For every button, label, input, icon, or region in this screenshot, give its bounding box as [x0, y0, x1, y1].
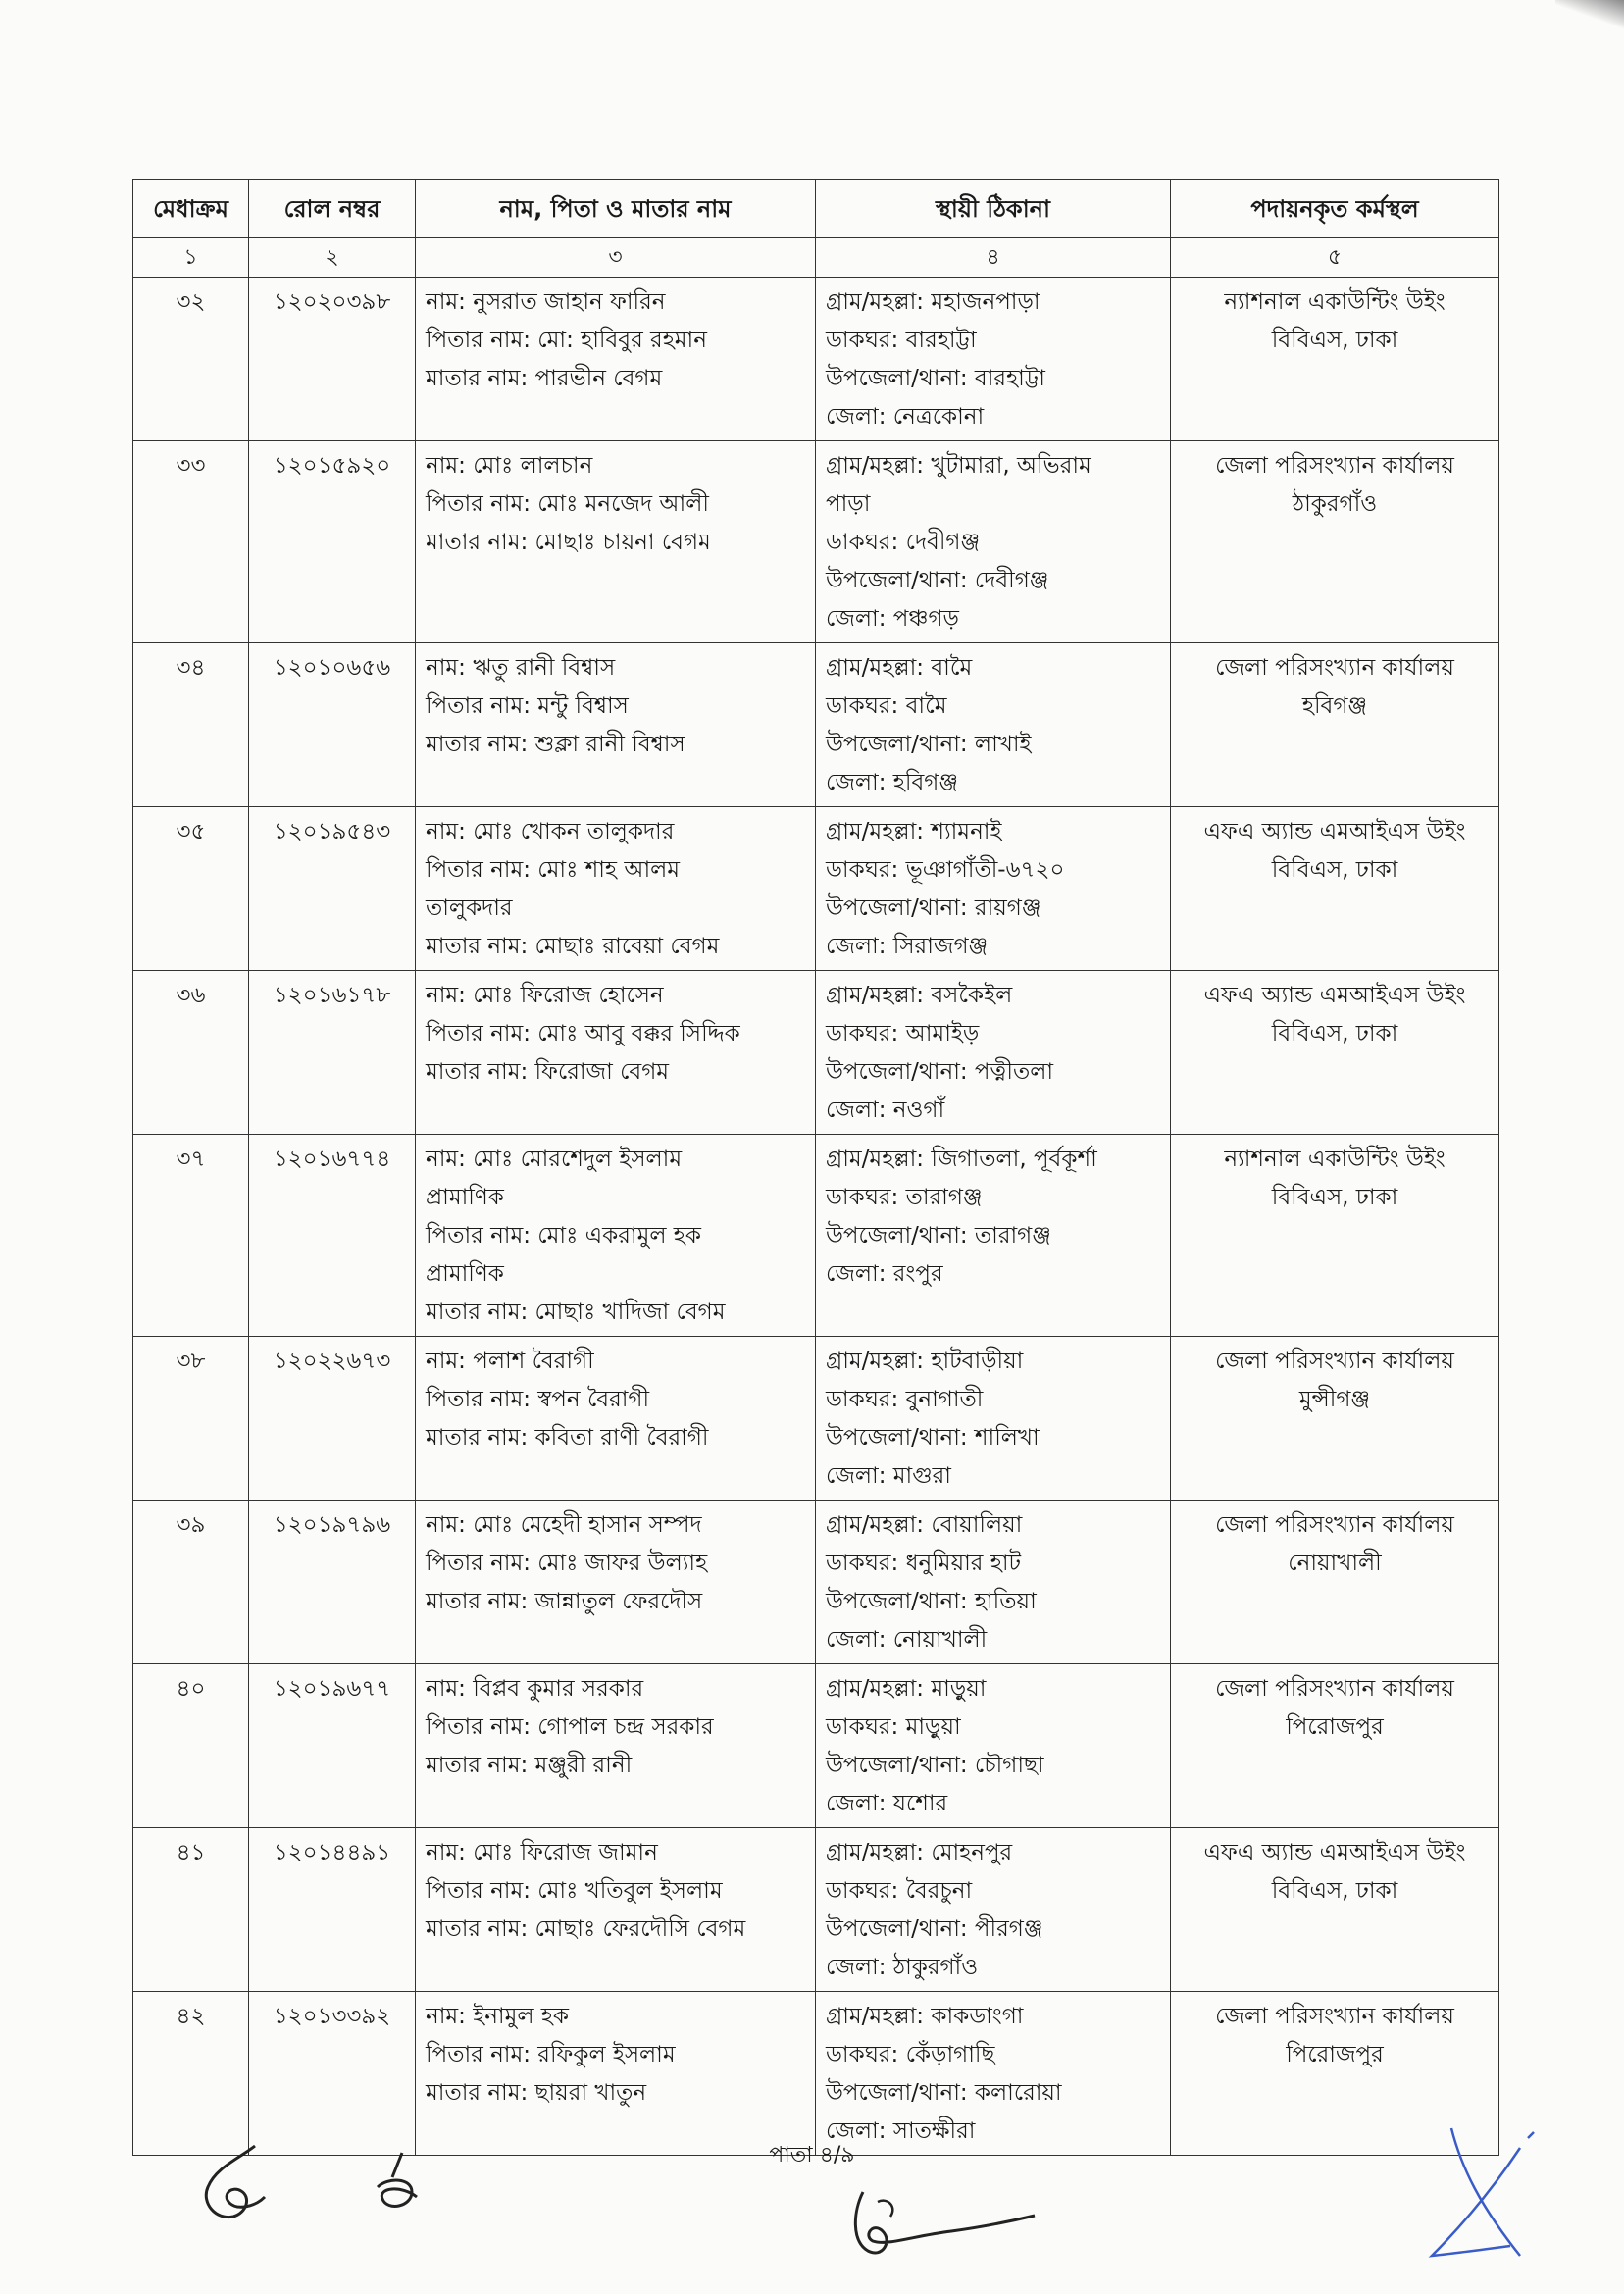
- column-number: ৪: [816, 238, 1171, 278]
- table-row: [133, 1337, 1499, 1501]
- address-line: ডাকঘর: ধনুমিয়ার হাট: [826, 1551, 1022, 1576]
- roll-number-cell: ১২০১৯৬৭৭: [249, 1664, 416, 1828]
- person-line: মাতার নাম: কবিতা রাণী বৈরাগী: [426, 1425, 709, 1451]
- address-line: ডাকঘর: মাড়ুয়া: [826, 1714, 961, 1740]
- roll-number-cell: ১২০২২৬৭৩: [249, 1337, 416, 1501]
- person-line: মাতার নাম: ছায়রা খাতুন: [426, 2080, 647, 2106]
- address-line: ডাকঘর: দেবীগঞ্জ: [826, 530, 981, 555]
- address-line: উপজেলা/থানা: তারাগঞ্জ: [826, 1223, 1051, 1249]
- workplace-line: পিরোজপুর: [1286, 2042, 1384, 2067]
- person-line: নাম: ইনামুল হক: [426, 2004, 569, 2029]
- address-line: জেলা: নেত্রকোনা: [826, 404, 985, 430]
- workplace-cell: [1171, 971, 1499, 1135]
- merit-serial-cell: ৩২: [133, 278, 249, 441]
- person-line: মাতার নাম: মোছাঃ চায়না বেগম: [426, 530, 711, 555]
- person-cell: [416, 1828, 816, 1992]
- person-line: পিতার নাম: মোঃ জাফর উল্যাহ: [426, 1551, 708, 1576]
- workplace-line: এফএ অ্যান্ড এমআইএস উইং: [1203, 819, 1466, 844]
- person-line: মাতার নাম: শুক্লা রানী বিশ্বাস: [426, 732, 685, 757]
- address-cell: [816, 1664, 1171, 1828]
- table-row: [133, 1135, 1499, 1337]
- person-cell: [416, 278, 816, 441]
- address-line: উপজেলা/থানা: লাখাই: [826, 732, 1032, 757]
- address-line: উপজেলা/থানা: রায়গঞ্জ: [826, 895, 1041, 921]
- address-line: পাড়া: [826, 491, 871, 517]
- workplace-line: এফএ অ্যান্ড এমআইএস উইং: [1203, 983, 1466, 1008]
- address-line: ডাকঘর: তারাগঞ্জ: [826, 1185, 983, 1210]
- column-number: ২: [249, 238, 416, 278]
- table-row: [133, 1992, 1499, 2156]
- workplace-line: মুন্সীগঞ্জ: [1298, 1387, 1371, 1412]
- address-line: উপজেলা/থানা: কলারোয়া: [826, 2080, 1062, 2106]
- workplace-line: ন্যাশনাল একাউন্টিং উইং: [1224, 1147, 1446, 1172]
- workplace-line: জেলা পরিসংখ্যান কার্যালয়: [1215, 453, 1454, 479]
- merit-serial-cell: ৪০: [133, 1664, 249, 1828]
- workplace-line: জেলা পরিসংখ্যান কার্যালয়: [1215, 1512, 1454, 1538]
- address-line: জেলা: হবিগঞ্জ: [826, 770, 958, 795]
- table-body: [133, 278, 1499, 2156]
- address-line: জেলা: নওগাঁ: [826, 1097, 945, 1123]
- roll-number-cell: ১২০১৬৭৭৪: [249, 1135, 416, 1337]
- address-cell: [816, 1337, 1171, 1501]
- workplace-cell: [1171, 1135, 1499, 1337]
- table-row: [133, 1828, 1499, 1992]
- workplace-cell: [1171, 1664, 1499, 1828]
- page-corner-shadow: [1555, 0, 1624, 49]
- person-line: নাম: মোঃ মেহেদী হাসান সম্পদ: [426, 1512, 702, 1538]
- person-cell: [416, 807, 816, 971]
- person-line: পিতার নাম: মোঃ একরামুল হক: [426, 1223, 701, 1249]
- roll-number-cell: ১২০১৪৪৯১: [249, 1828, 416, 1992]
- address-line: জেলা: সিরাজগঞ্জ: [826, 934, 989, 959]
- address-cell: [816, 971, 1171, 1135]
- address-line: উপজেলা/থানা: পত্নীতলা: [826, 1059, 1054, 1085]
- column-number: ৩: [416, 238, 816, 278]
- person-line: পিতার নাম: মোঃ খতিবুল ইসলাম: [426, 1878, 723, 1904]
- merit-serial-cell: ৪২: [133, 1992, 249, 2156]
- address-line: জেলা: ঠাকুরগাঁও: [826, 1955, 979, 1980]
- signature-center-icon: [843, 2182, 1040, 2270]
- table-row: [133, 441, 1499, 643]
- person-line: নাম: বিপ্লব কুমার সরকার: [426, 1676, 644, 1702]
- address-line: উপজেলা/থানা: হাতিয়া: [826, 1589, 1037, 1614]
- address-line: উপজেলা/থানা: চৌগাছা: [826, 1753, 1044, 1778]
- address-line: জেলা: রংপুর: [826, 1261, 943, 1287]
- person-line: তালুকদার: [426, 895, 513, 921]
- roll-number-cell: ১২০১৯৭৯৬: [249, 1501, 416, 1664]
- workplace-cell: [1171, 643, 1499, 807]
- person-line: নাম: ঋতু রানী বিশ্বাস: [426, 655, 616, 681]
- column-number-row: [133, 238, 1499, 278]
- address-line: ডাকঘর: বামৈ: [826, 693, 947, 719]
- address-line: গ্রাম/মহল্লা: মোহনপুর: [826, 1840, 1013, 1865]
- person-line: মাতার নাম: মোছাঃ ফেরদৌসি বেগম: [426, 1916, 746, 1942]
- address-cell: [816, 1992, 1171, 2156]
- posting-table-container: [132, 179, 1498, 2156]
- workplace-line: বিবিএস, ঢাকা: [1271, 1021, 1398, 1046]
- posting-table: [132, 179, 1499, 2156]
- person-line: প্রামাণিক: [426, 1185, 504, 1210]
- table-row: [133, 1501, 1499, 1664]
- address-line: গ্রাম/মহল্লা: জিগাতলা, পূর্বকূর্শা: [826, 1147, 1097, 1172]
- person-cell: [416, 971, 816, 1135]
- header-name-parents: নাম, পিতা ও মাতার নাম: [416, 180, 816, 238]
- workplace-cell: [1171, 1337, 1499, 1501]
- address-line: গ্রাম/মহল্লা: হাটবাড়ীয়া: [826, 1349, 1024, 1374]
- address-line: জেলা: পঞ্চগড়: [826, 606, 959, 632]
- person-line: মাতার নাম: মোছাঃ খাদিজা বেগম: [426, 1300, 726, 1325]
- address-line: জেলা: যশোর: [826, 1791, 948, 1816]
- column-number: ৫: [1171, 238, 1499, 278]
- address-line: ডাকঘর: বুনাগাতী: [826, 1387, 984, 1412]
- address-cell: [816, 278, 1171, 441]
- person-line: নাম: মোঃ ফিরোজ জামান: [426, 1840, 658, 1865]
- address-line: উপজেলা/থানা: শালিখা: [826, 1425, 1040, 1451]
- roll-number-cell: ১২০১৬১৭৮: [249, 971, 416, 1135]
- workplace-cell: [1171, 807, 1499, 971]
- address-line: ডাকঘর: আমাইড়: [826, 1021, 980, 1046]
- merit-serial-cell: ৩৬: [133, 971, 249, 1135]
- workplace-line: পিরোজপুর: [1286, 1714, 1384, 1740]
- roll-number-cell: ১২০১৩৩৯২: [249, 1992, 416, 2156]
- address-cell: [816, 441, 1171, 643]
- table-header-row: [133, 180, 1499, 238]
- workplace-line: ঠাকুরগাঁও: [1292, 491, 1378, 517]
- address-line: উপজেলা/থানা: দেবীগঞ্জ: [826, 568, 1049, 593]
- workplace-line: বিবিএস, ঢাকা: [1271, 857, 1398, 883]
- table-row: [133, 971, 1499, 1135]
- workplace-cell: [1171, 1501, 1499, 1664]
- address-line: গ্রাম/মহল্লা: শ্যামনাই: [826, 819, 1002, 844]
- address-line: গ্রাম/মহল্লা: কাকডাংগা: [826, 2004, 1024, 2029]
- person-line: পিতার নাম: মোঃ মনজেদ আলী: [426, 491, 709, 517]
- address-line: গ্রাম/মহল্লা: বসকৈইল: [826, 983, 1013, 1008]
- roll-number-cell: ১২০১০৬৫৬: [249, 643, 416, 807]
- person-cell: [416, 1992, 816, 2156]
- address-line: ডাকঘর: বৈরচুনা: [826, 1878, 973, 1904]
- address-line: গ্রাম/মহল্লা: বামৈ: [826, 655, 973, 681]
- address-cell: [816, 1501, 1171, 1664]
- workplace-line: বিবিএস, ঢাকা: [1271, 1878, 1398, 1904]
- workplace-line: বিবিএস, ঢাকা: [1271, 328, 1398, 353]
- person-line: পিতার নাম: রফিকুল ইসলাম: [426, 2042, 676, 2067]
- workplace-line: জেলা পরিসংখ্যান কার্যালয়: [1215, 2004, 1454, 2029]
- workplace-line: জেলা পরিসংখ্যান কার্যালয়: [1215, 1676, 1454, 1702]
- person-line: নাম: পলাশ বৈরাগী: [426, 1349, 594, 1374]
- person-line: মাতার নাম: মোছাঃ রাবেয়া বেগম: [426, 934, 720, 959]
- address-cell: [816, 1135, 1171, 1337]
- roll-number-cell: ১২০১৫৯২০: [249, 441, 416, 643]
- person-line: মাতার নাম: পারভীন বেগম: [426, 366, 663, 391]
- merit-serial-cell: ৪১: [133, 1828, 249, 1992]
- person-line: নাম: মোঃ খোকন তালুকদার: [426, 819, 675, 844]
- address-line: ডাকঘর: ভূঞাগাঁতী-৬৭২০: [826, 857, 1065, 883]
- table-row: [133, 1664, 1499, 1828]
- address-line: ডাকঘর: কেঁড়াগাছি: [826, 2042, 995, 2067]
- address-line: গ্রাম/মহল্লা: বোয়ালিয়া: [826, 1512, 1023, 1538]
- person-line: পিতার নাম: মোঃ শাহ আলম: [426, 857, 681, 883]
- page-number: পাতা ৪/৯: [769, 2143, 855, 2167]
- person-line: মাতার নাম: মঞ্জুরী রানী: [426, 1753, 633, 1778]
- person-line: নাম: নুসরাত জাহান ফারিন: [426, 289, 666, 315]
- person-line: মাতার নাম: জান্নাতুল ফেরদৌস: [426, 1589, 703, 1614]
- address-line: জেলা: নোয়াখালী: [826, 1627, 988, 1653]
- address-line: গ্রাম/মহল্লা: মহাজনপাড়া: [826, 289, 1040, 315]
- workplace-line: ন্যাশনাল একাউন্টিং উইং: [1224, 289, 1446, 315]
- address-line: ডাকঘর: বারহাট্টা: [826, 328, 977, 353]
- workplace-cell: [1171, 1828, 1499, 1992]
- column-number: ১: [133, 238, 249, 278]
- address-line: গ্রাম/মহল্লা: খুটামারা, অভিরাম: [826, 453, 1091, 479]
- header-roll-number: রোল নম্বর: [249, 180, 416, 238]
- address-line: উপজেলা/থানা: পীরগঞ্জ: [826, 1916, 1043, 1942]
- person-cell: [416, 1337, 816, 1501]
- workplace-cell: [1171, 278, 1499, 441]
- person-line: পিতার নাম: মো: হাবিবুর রহমান: [426, 328, 707, 353]
- workplace-line: বিবিএস, ঢাকা: [1271, 1185, 1398, 1210]
- merit-serial-cell: ৩৪: [133, 643, 249, 807]
- address-line: জেলা: মাগুরা: [826, 1463, 951, 1489]
- table-row: [133, 643, 1499, 807]
- person-line: পিতার নাম: মোঃ আবু বক্কর সিদ্দিক: [426, 1021, 740, 1046]
- workplace-line: জেলা পরিসংখ্যান কার্যালয়: [1215, 1349, 1454, 1374]
- workplace-cell: [1171, 441, 1499, 643]
- initial-signature-left-icon: [186, 2138, 294, 2236]
- person-line: নাম: মোঃ মোরশেদুল ইসলাম: [426, 1147, 683, 1172]
- merit-serial-cell: ৩৮: [133, 1337, 249, 1501]
- merit-serial-cell: ৩৯: [133, 1501, 249, 1664]
- merit-serial-cell: ৩৭: [133, 1135, 249, 1337]
- person-line: নাম: মোঃ লালচান: [426, 453, 593, 479]
- merit-serial-cell: ৩৩: [133, 441, 249, 643]
- person-line: পিতার নাম: মন্টু বিশ্বাস: [426, 693, 629, 719]
- roll-number-cell: ১২০১৯৫৪৩: [249, 807, 416, 971]
- person-line: প্রামাণিক: [426, 1261, 504, 1287]
- person-line: নাম: মোঃ ফিরোজ হোসেন: [426, 983, 664, 1008]
- person-line: পিতার নাম: স্বপন বৈরাগী: [426, 1387, 650, 1412]
- workplace-line: হবিগঞ্জ: [1301, 693, 1368, 719]
- address-cell: [816, 807, 1171, 971]
- header-permanent-address: স্থায়ী ঠিকানা: [816, 180, 1171, 238]
- workplace-line: জেলা পরিসংখ্যান কার্যালয়: [1215, 655, 1454, 681]
- header-merit-serial: মেধাক্রম: [133, 180, 249, 238]
- workplace-line: নোয়াখালী: [1288, 1551, 1382, 1576]
- table-row: [133, 807, 1499, 971]
- merit-serial-cell: ৩৫: [133, 807, 249, 971]
- address-cell: [816, 1828, 1171, 1992]
- initial-signature-second-icon: [363, 2148, 431, 2226]
- address-line: উপজেলা/থানা: বারহাট্টা: [826, 366, 1045, 391]
- address-line: গ্রাম/মহল্লা: মাড়ুয়া: [826, 1676, 987, 1702]
- address-line: জেলা: সাতক্ষীরা: [826, 2118, 976, 2144]
- header-posted-workplace: পদায়নকৃত কর্মস্থল: [1171, 180, 1499, 238]
- person-line: মাতার নাম: ফিরোজা বেগম: [426, 1059, 670, 1085]
- person-line: পিতার নাম: গোপাল চন্দ্র সরকার: [426, 1714, 714, 1740]
- person-cell: [416, 1135, 816, 1337]
- table-row: [133, 278, 1499, 441]
- person-cell: [416, 1664, 816, 1828]
- person-cell: [416, 441, 816, 643]
- workplace-line: এফএ অ্যান্ড এমআইএস উইং: [1203, 1840, 1466, 1865]
- address-cell: [816, 643, 1171, 807]
- person-cell: [416, 643, 816, 807]
- person-cell: [416, 1501, 816, 1664]
- roll-number-cell: ১২০২০৩৯৮: [249, 278, 416, 441]
- signature-right-icon: [1412, 2118, 1559, 2266]
